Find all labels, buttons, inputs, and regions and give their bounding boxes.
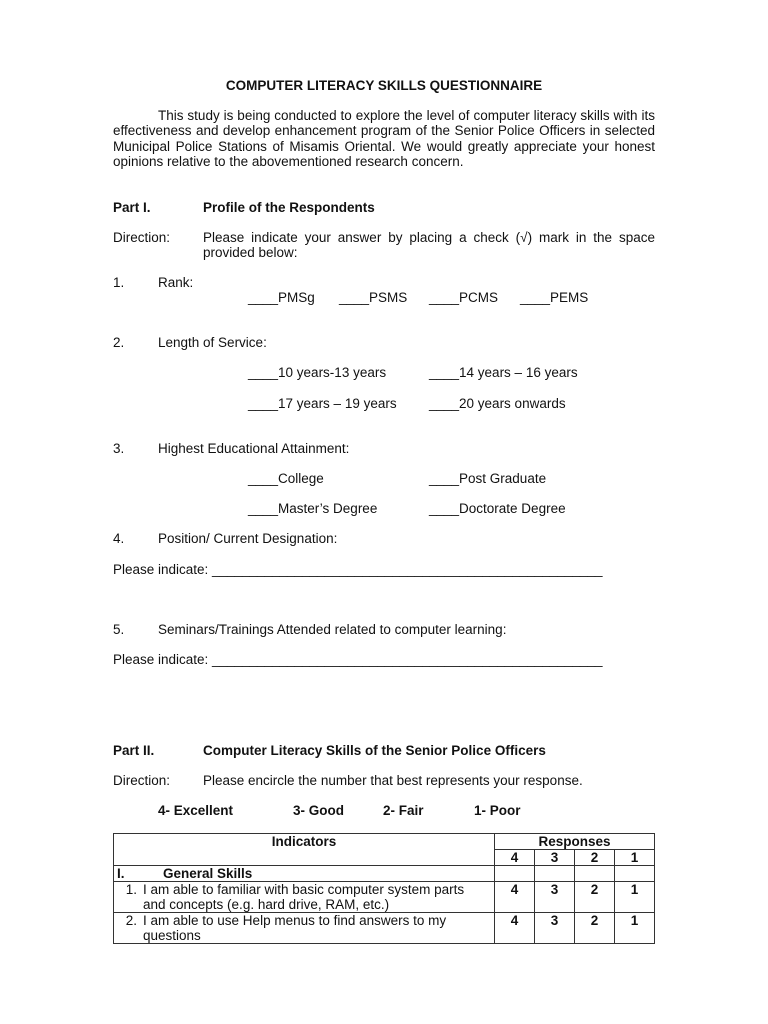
section-row bbox=[114, 866, 655, 882]
part1-heading: Profile of the Respondents bbox=[203, 200, 375, 215]
table-row bbox=[114, 882, 655, 913]
q1-option-pcms: ____PCMS bbox=[429, 290, 499, 305]
response-option-1[interactable]: 1 bbox=[615, 913, 655, 944]
q2-option-1: ____10 years-13 years bbox=[248, 365, 387, 380]
response-option-4[interactable]: 4 bbox=[495, 882, 535, 913]
scale-fair: 2- Fair bbox=[383, 803, 424, 818]
response-option-3[interactable]: 3 bbox=[535, 882, 575, 913]
part2-label: Part II. bbox=[113, 743, 155, 758]
item-cell bbox=[114, 882, 495, 913]
q2-option-4: ____20 years onwards bbox=[429, 396, 566, 411]
q5-number: 5. bbox=[113, 622, 125, 637]
q2-option-3: ____17 years – 19 years bbox=[248, 396, 397, 411]
item-text: I am able to familiar with basic computer system parts and concepts (e.g. hard drive, RAM, etc.) bbox=[143, 882, 465, 912]
scale-poor: 1- Poor bbox=[474, 803, 521, 818]
response-col-3: 3 bbox=[535, 850, 575, 866]
q2-label: Length of Service: bbox=[158, 335, 267, 350]
part1-direction-label: Direction: bbox=[113, 230, 171, 245]
q1-number: 1. bbox=[113, 275, 125, 290]
part2-direction-text: Please encircle the number that best represents your response. bbox=[203, 773, 583, 788]
q1-option-psms: ____PSMS bbox=[339, 290, 408, 305]
section-number: I. bbox=[117, 866, 125, 881]
scale-good: 3- Good bbox=[293, 803, 344, 818]
part1-label: Part I. bbox=[113, 200, 151, 215]
part2-heading: Computer Literacy Skills of the Senior Police Officers bbox=[203, 743, 546, 758]
item-text: I am able to use Help menus to find answers to my questions bbox=[143, 913, 447, 943]
part1-direction-text: Please indicate your answer by placing a check (√) mark in the space provided below: bbox=[203, 230, 655, 261]
response-col-4: 4 bbox=[495, 850, 535, 866]
q3-option-masters: ____Master’s Degree bbox=[248, 501, 378, 516]
response-option-3[interactable]: 3 bbox=[535, 913, 575, 944]
intro-paragraph: This study is being conducted to explore the level of computer literacy skills with its effectiveness and develop enhancement program of the Senior Police Officers in selected Municipal Police Stations of Misamis Oriental. We would greatly appreciate your honest opinions relative to the abovementioned research concern. bbox=[113, 108, 655, 169]
part2-direction-label: Direction: bbox=[113, 773, 171, 788]
q3-option-post-graduate: ____Post Graduate bbox=[429, 471, 547, 486]
scale-excellent: 4- Excellent bbox=[158, 803, 234, 818]
response-option-4[interactable]: 4 bbox=[495, 913, 535, 944]
q1-option-pems: ____PEMS bbox=[520, 290, 589, 305]
q3-label: Highest Educational Attainment: bbox=[158, 441, 350, 456]
q1-label: Rank: bbox=[158, 275, 194, 290]
q2-option-2: ____14 years – 16 years bbox=[429, 365, 578, 380]
q3-number: 3. bbox=[113, 441, 125, 456]
q1-option-pmsg: ____PMSg bbox=[248, 290, 315, 305]
indicators-table bbox=[113, 833, 655, 944]
response-option-2[interactable]: 2 bbox=[575, 913, 615, 944]
item-cell bbox=[114, 913, 495, 944]
response-col-1: 1 bbox=[615, 850, 655, 866]
item-number: 1. bbox=[125, 882, 137, 897]
q3-option-doctorate: ____Doctorate Degree bbox=[429, 501, 566, 516]
table-header-row bbox=[114, 834, 655, 850]
section-label: General Skills bbox=[163, 866, 253, 881]
response-option-1[interactable]: 1 bbox=[615, 882, 655, 913]
page-title: COMPUTER LITERACY SKILLS QUESTIONNAIRE bbox=[225, 78, 543, 93]
q4-number: 4. bbox=[113, 531, 125, 546]
q2-number: 2. bbox=[113, 335, 125, 350]
q5-indicate-line: Please indicate: ____________________________________________________ bbox=[113, 652, 603, 667]
response-option-2[interactable]: 2 bbox=[575, 882, 615, 913]
q5-label: Seminars/Trainings Attended related to computer learning: bbox=[158, 622, 507, 637]
q4-label: Position/ Current Designation: bbox=[158, 531, 338, 546]
q3-option-college: ____College bbox=[248, 471, 324, 486]
responses-header: Responses bbox=[495, 834, 655, 850]
item-number: 2. bbox=[125, 913, 137, 928]
q4-indicate-line: Please indicate: ____________________________________________________ bbox=[113, 562, 603, 577]
indicators-header: Indicators bbox=[114, 834, 495, 866]
section-cell bbox=[114, 866, 495, 882]
response-col-2: 2 bbox=[575, 850, 615, 866]
table-row bbox=[114, 913, 655, 944]
